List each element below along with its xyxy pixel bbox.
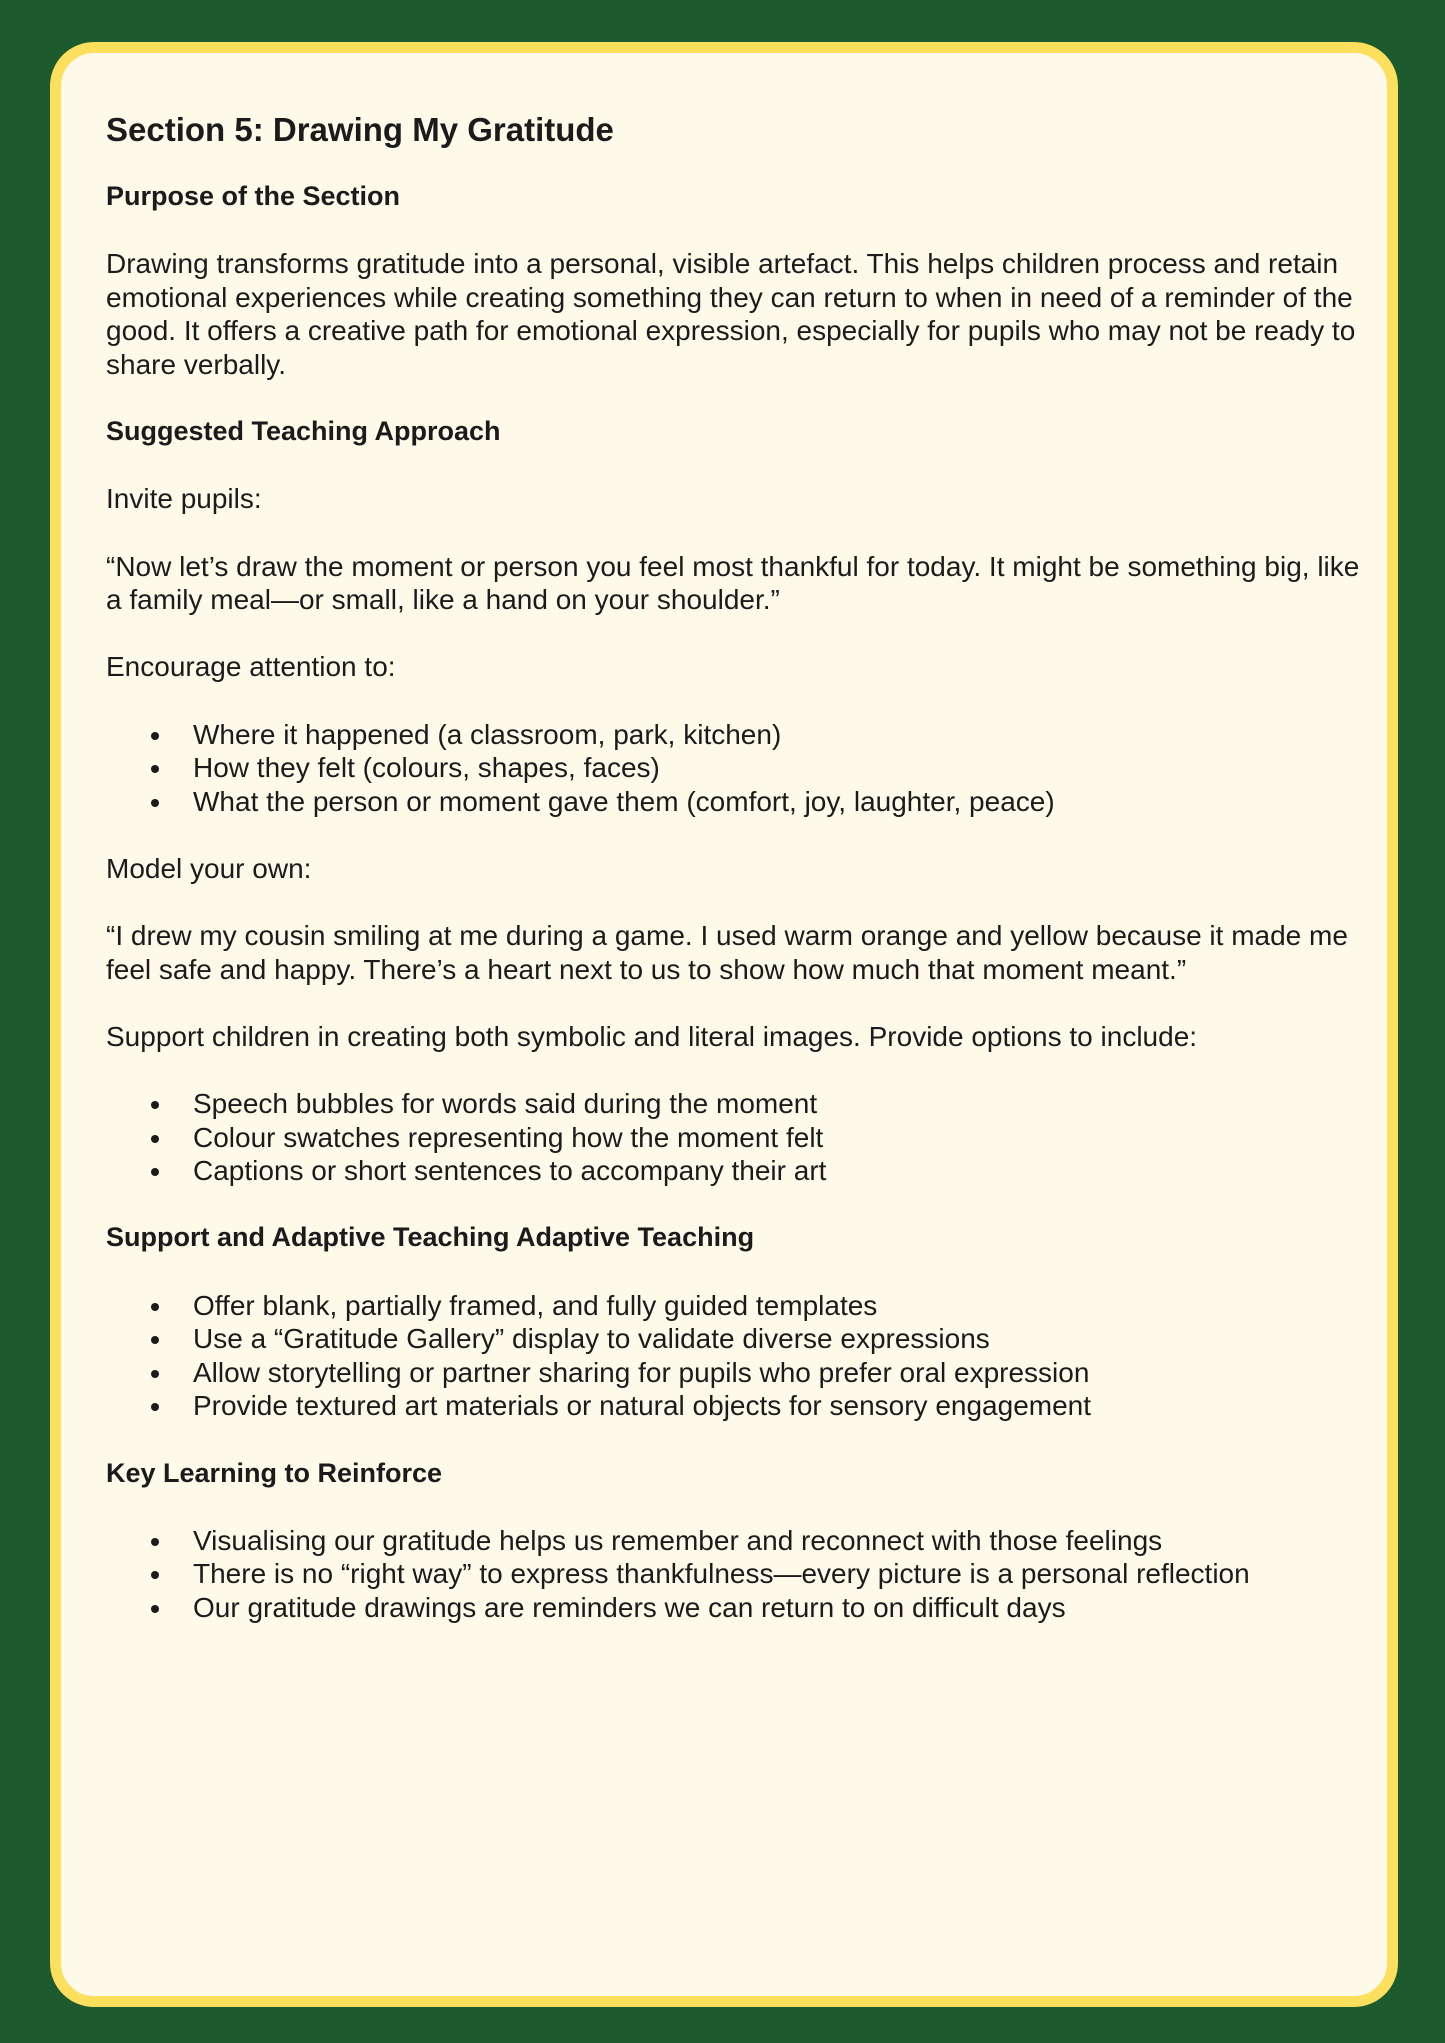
bullet-icon	[151, 1571, 159, 1579]
list-item-text: Visualising our gratitude helps us remember and reconnect with those feelings	[193, 1524, 1163, 1556]
bullet-icon	[151, 799, 159, 807]
list-item-text: Allow storytelling or partner sharing for pupils who prefer oral expression	[193, 1356, 1090, 1388]
options-list	[106, 1087, 1361, 1188]
list-item-text: There is no “right way” to express thankfulness—every picture is a personal reflection	[193, 1558, 1250, 1590]
list-item	[106, 785, 1361, 819]
approach-heading: Suggested Teaching Approach	[106, 416, 501, 447]
model-label: Model your own:	[106, 852, 312, 884]
encourage-label: Encourage attention to:	[106, 651, 396, 683]
list-item-text: Use a “Gratitude Gallery” display to validate diverse expressions	[193, 1323, 990, 1355]
model-quote: “I drew my cousin smiling at me during a game. I used warm orange and yellow because it made me feel safe and happy. There’s a heart next to us to show how much that moment meant.”	[106, 920, 1348, 985]
bullet-icon	[151, 1336, 159, 1344]
list-item-text: Where it happened (a classroom, park, kitchen)	[193, 718, 782, 750]
list-item	[106, 1289, 1361, 1323]
list-item	[106, 1356, 1361, 1390]
adaptive-heading: Support and Adaptive Teaching Adaptive Teaching	[106, 1222, 755, 1253]
list-item	[106, 751, 1361, 785]
page-title: Section 5: Drawing My Gratitude	[106, 111, 614, 148]
list-item-text: What the person or moment gave them (comfort, joy, laughter, peace)	[193, 785, 1055, 817]
list-item-text: Colour swatches representing how the moment felt	[193, 1121, 824, 1153]
bullet-icon	[151, 1538, 159, 1546]
list-item	[106, 1524, 1361, 1558]
purpose-heading: Purpose of the Section	[106, 181, 401, 211]
list-item	[106, 718, 1361, 752]
key-learning-heading: Key Learning to Reinforce	[106, 1457, 443, 1488]
lesson-card	[50, 42, 1398, 2007]
support-text: Support children in creating both symbolic and literal images. Provide options to include:	[106, 1020, 1198, 1052]
bullet-icon	[151, 1605, 159, 1613]
bullet-icon	[151, 1370, 159, 1378]
list-item	[106, 1557, 1361, 1591]
list-item	[106, 1389, 1361, 1423]
list-item-text: How they felt (colours, shapes, faces)	[193, 752, 660, 784]
bullet-icon	[151, 1135, 159, 1143]
list-item-text: Speech bubbles for words said during the moment	[193, 1088, 818, 1120]
list-item-text: Provide textured art materials or natural objects for sensory engagement	[193, 1390, 1092, 1422]
bullet-icon	[151, 1168, 159, 1176]
purpose-body: Drawing transforms gratitude into a personal, visible artefact. This helps children process and retain emotional experiences while creating something they can return to when in need of a reminder of the good. It offers a creative path for emotional expression, especially for pupils who may not be ready to share verbally.	[106, 248, 1356, 380]
bullet-icon	[151, 1101, 159, 1109]
key-learning-list	[106, 1524, 1361, 1625]
bullet-icon	[151, 765, 159, 773]
invite-label: Invite pupils:	[106, 483, 262, 515]
list-item	[106, 1322, 1361, 1356]
list-item-text: Offer blank, partially framed, and fully guided templates	[193, 1289, 878, 1321]
bullet-icon	[151, 732, 159, 740]
list-item	[106, 1154, 1361, 1188]
list-item-text: Our gratitude drawings are reminders we can return to on difficult days	[193, 1591, 1066, 1623]
adaptive-list	[106, 1289, 1361, 1423]
invite-quote: “Now let’s draw the moment or person you feel most thankful for today. It might be something big, like a family meal—or small, like a hand on your shoulder.”	[106, 550, 1360, 616]
list-item	[106, 1087, 1361, 1121]
encourage-list	[106, 718, 1361, 819]
list-item	[106, 1591, 1361, 1625]
bullet-icon	[151, 1403, 159, 1411]
list-item-text: Captions or short sentences to accompany their art	[193, 1155, 827, 1187]
list-item	[106, 1121, 1361, 1155]
bullet-icon	[151, 1303, 159, 1311]
lesson-content	[106, 110, 1361, 1658]
